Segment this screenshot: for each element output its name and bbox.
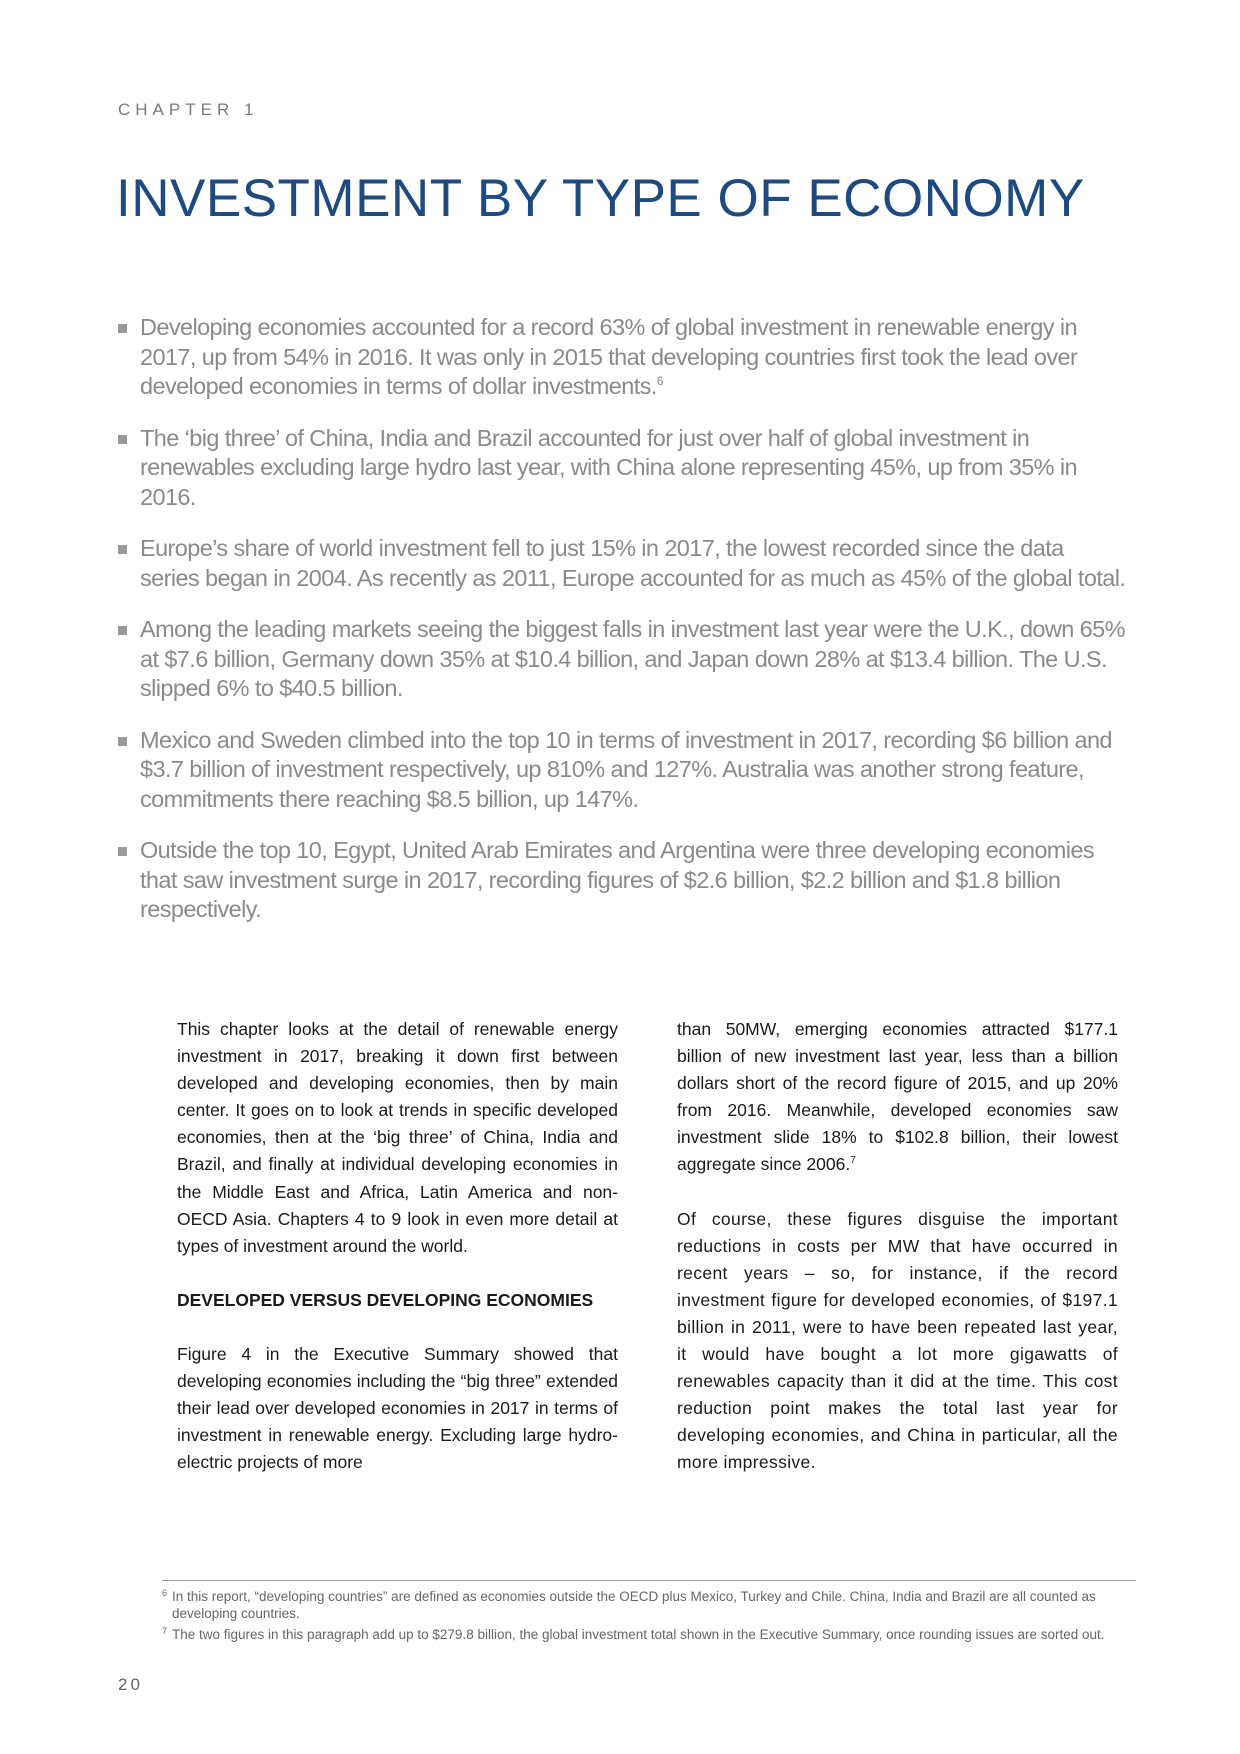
key-finding-text: Outside the top 10, Egypt, United Arab Emirates and Argentina were three developing economies that saw investment surge in 2017, recording figures of $2.6 billion, $2.2 billion and $1.8 billion respectively. bbox=[140, 837, 1095, 922]
footnote-item bbox=[162, 1626, 1130, 1643]
key-finding-item bbox=[118, 615, 1128, 704]
footnotes bbox=[162, 1588, 1130, 1647]
key-finding-text: Developing economies accounted for a record 63% of global investment in renewable energy in 2017, up from 54% in 2016. It was only in 2015 that developing countries first took the lead over developed economies in terms of dollar investments. bbox=[140, 314, 1078, 399]
footnote-text: The two figures in this paragraph add up to $279.8 billion, the global investment total shown in the Executive Summary, once rounding issues are sorted out. bbox=[172, 1627, 1105, 1642]
intro-paragraph: This chapter looks at the detail of renewable energy investment in 2017, breaking it down first between developed and developing economies, then by main center. It goes on to look at trends in specific developed economies, then at the ‘big three’ of China, India and Brazil, and finally at individual developing economies in the Middle East and Africa, Latin America and non-OECD Asia. Chapters 4 to 9 look in even more detail at types of investment around the world. bbox=[177, 1019, 618, 1256]
body-column-left bbox=[177, 1016, 618, 1476]
page-number: 20 bbox=[118, 1675, 143, 1694]
square-bullet-icon bbox=[118, 324, 127, 333]
key-finding-item bbox=[118, 726, 1128, 815]
body-paragraph: than 50MW, emerging economies attracted $177.1 billion of new investment last year, less than a billion dollars short of the record figure of 2015, and up 20% from 2016. Meanwhile, developed economies saw investment slide 18% to $102.8 billion, their lowest aggregate since 2006.$^7$ bbox=[677, 1019, 1118, 1175]
body-column-right bbox=[677, 1016, 1118, 1477]
key-finding-item bbox=[118, 534, 1128, 593]
section-heading: DEVELOPED VERSUS DEVELOPING ECONOMIES bbox=[177, 1289, 594, 1310]
square-bullet-icon bbox=[118, 545, 127, 554]
footnote-divider bbox=[162, 1580, 1136, 1581]
footnote-number: 6 bbox=[162, 1588, 168, 1598]
body-paragraph: Of course, these figures disguise the important reductions in costs per MW that have occurred in recent years – so, for instance, if the record investment figure for developed economies, of $197.1 billion in 2011, were to have been repeated last year, it would have bought a lot more gigawatts of renewables capacity than it did at the time. This cost reduction point makes the total last year for developing economies, and China in particular, all the more impressive. bbox=[677, 1208, 1118, 1473]
square-bullet-icon bbox=[118, 847, 127, 856]
footnote-item bbox=[162, 1588, 1130, 1622]
key-findings-list bbox=[118, 313, 1128, 947]
chapter-label: CHAPTER 1 bbox=[118, 100, 259, 119]
key-finding-text: The ‘big three’ of China, India and Brazil accounted for just over half of global investment in renewables excluding large hydro last year, with China alone representing 45%, up from 35% in 2016. bbox=[140, 424, 1077, 510]
square-bullet-icon bbox=[118, 435, 127, 444]
footnote-text: In this report, “developing countries” are defined as economies outside the OECD plus Mexico, Turkey and Chile. China, India and Brazil are all counted as developing countries. bbox=[172, 1589, 1096, 1621]
key-finding-item bbox=[118, 836, 1128, 925]
square-bullet-icon bbox=[118, 626, 127, 635]
key-finding-text: Mexico and Sweden climbed into the top 10 in terms of investment in 2017, recording $6 billion and $3.7 billion of investment respectively, up 810% and 127%. Australia was another strong feature, commitments there reaching $8.5 billion, up 147%. bbox=[140, 726, 1112, 812]
footnote-ref[interactable]: 6 bbox=[656, 374, 663, 389]
footnote-number: 7 bbox=[162, 1626, 168, 1636]
key-finding-text: Among the leading markets seeing the biggest falls in investment last year were the U.K., down 65% at $7.6 billion, Germany down 35% at $10.4 billion, and Japan down 28% at $13.4 billion. The U.S. slipped 6% to $40.5 billion. bbox=[140, 616, 1125, 701]
key-finding-text: Europe’s share of world investment fell to just 15% in 2017, the lowest recorded since the data series began in 2004. As recently as 2011, Europe accounted for as much as 45% of the global total. bbox=[140, 535, 1126, 591]
key-finding-item bbox=[118, 424, 1128, 513]
square-bullet-icon bbox=[118, 737, 127, 746]
page-title: INVESTMENT BY TYPE OF ECONOMY bbox=[116, 169, 1085, 228]
footnote-ref[interactable]: 7 bbox=[850, 1155, 856, 1167]
key-finding-item bbox=[118, 313, 1128, 402]
body-paragraph: Figure 4 in the Executive Summary showed that developing economies including the “big three” extended their lead over developed economies in 2017 in terms of investment in renewable energy. Excluding large hydro-electric projects of more bbox=[177, 1343, 618, 1473]
